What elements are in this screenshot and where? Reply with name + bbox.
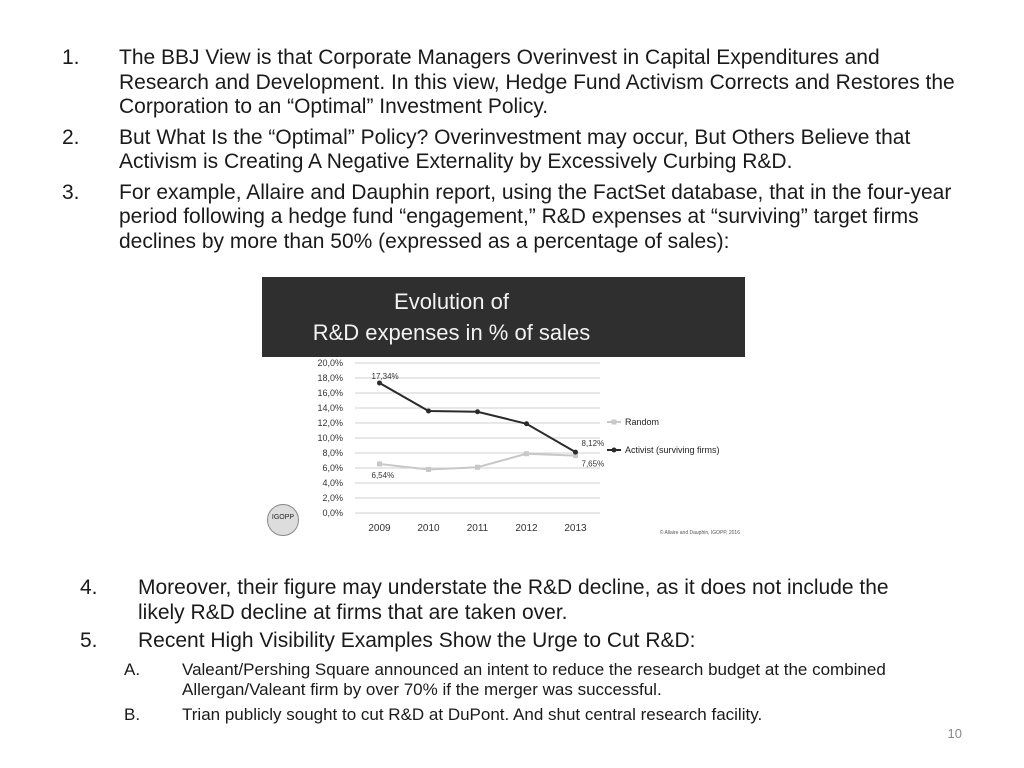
y-tick-label: 12,0% [317, 418, 343, 428]
legend-marker [612, 448, 617, 453]
list-item [124, 660, 944, 700]
list-number: 5. [80, 629, 98, 652]
chart-title-line-1: Evolution of [394, 289, 509, 314]
legend-marker [612, 420, 617, 425]
x-tick-label: 2009 [368, 523, 391, 534]
chart-source-note: © Allaire and Dauphin, IGOPP, 2016 [659, 530, 740, 536]
rd-chart-figure [255, 276, 745, 544]
data-label: 7,65% [581, 459, 605, 469]
data-point [377, 461, 382, 466]
list-letter: A. [124, 660, 141, 679]
data-point [426, 467, 431, 472]
list-item [62, 181, 972, 255]
y-tick-label: 0,0% [322, 508, 343, 518]
list-number: 2. [62, 125, 80, 149]
y-tick-label: 8,0% [322, 448, 343, 458]
data-point [475, 409, 480, 414]
list-number: 3. [62, 180, 80, 204]
legend-label: Random [625, 417, 660, 427]
y-tick-label: 18,0% [317, 373, 343, 383]
list-text: Trian publicly sought to cut R&D at DuPont. And shut central research facility. [182, 705, 763, 724]
list-item [80, 629, 940, 654]
chart-title-line-2: R&D expenses in % of sales [312, 320, 591, 345]
data-point [426, 409, 431, 414]
x-tick-label: 2013 [564, 523, 587, 534]
page-number: 10 [947, 726, 962, 741]
list-text: But What Is the “Optimal” Policy? Overinvestment may occur, But Others Believe that Activism is Creating A Negative Externality by Excessively Curbing R&D. [119, 125, 911, 173]
list-item [62, 46, 972, 120]
list-item [80, 576, 940, 625]
main-point-list [62, 46, 972, 260]
data-label: 17,34% [371, 371, 399, 381]
data-point [475, 465, 480, 470]
list-item [62, 126, 972, 175]
x-tick-label: 2012 [515, 523, 538, 534]
data-label: 6,54% [371, 470, 395, 480]
secondary-point-list [80, 576, 940, 658]
x-tick-label: 2010 [417, 523, 440, 534]
example-sub-list [124, 660, 944, 730]
y-tick-label: 4,0% [322, 478, 343, 488]
x-tick-label: 2011 [466, 523, 489, 534]
list-number: 4. [80, 576, 98, 599]
list-letter: B. [124, 705, 141, 724]
data-point [573, 450, 578, 455]
y-tick-label: 6,0% [322, 463, 343, 473]
y-tick-label: 14,0% [317, 403, 343, 413]
data-point [524, 451, 529, 456]
igopp-logo [267, 504, 299, 536]
y-tick-label: 16,0% [317, 388, 343, 398]
data-point [377, 380, 382, 385]
legend-label: Activist (surviving firms) [625, 445, 720, 455]
data-point [524, 421, 529, 426]
list-text: Recent High Visibility Examples Show the Urge to Cut R&D: [138, 629, 696, 652]
line-chart [255, 276, 745, 544]
y-tick-label: 20,0% [317, 358, 343, 368]
list-item [124, 705, 944, 725]
y-tick-label: 10,0% [317, 433, 343, 443]
data-label: 8,12% [581, 439, 605, 449]
logo-text: IGOPP [271, 514, 295, 521]
list-text: Moreover, their figure may understate the R&D decline, as it does not include the likely R&D decline at firms that are taken over. [138, 576, 889, 624]
y-tick-label: 2,0% [322, 493, 343, 503]
list-text: Valeant/Pershing Square announced an intent to reduce the research budget at the combined Allergan/Valeant firm by over 70% if the merger was successful. [182, 660, 886, 699]
list-text: For example, Allaire and Dauphin report, using the FactSet database, that in the four-year period following a hedge fund “engagement,” R&D expenses at “surviving” target firms declines by more than 50% (expressed as a percentage of sales): [119, 180, 952, 253]
list-text: The BBJ View is that Corporate Managers Overinvest in Capital Expenditures and Research and Development. In this view, Hedge Fund Activism Corrects and Restores the Corporation to an “Optimal” Investment Policy. [119, 46, 955, 118]
list-number: 1. [62, 46, 80, 69]
